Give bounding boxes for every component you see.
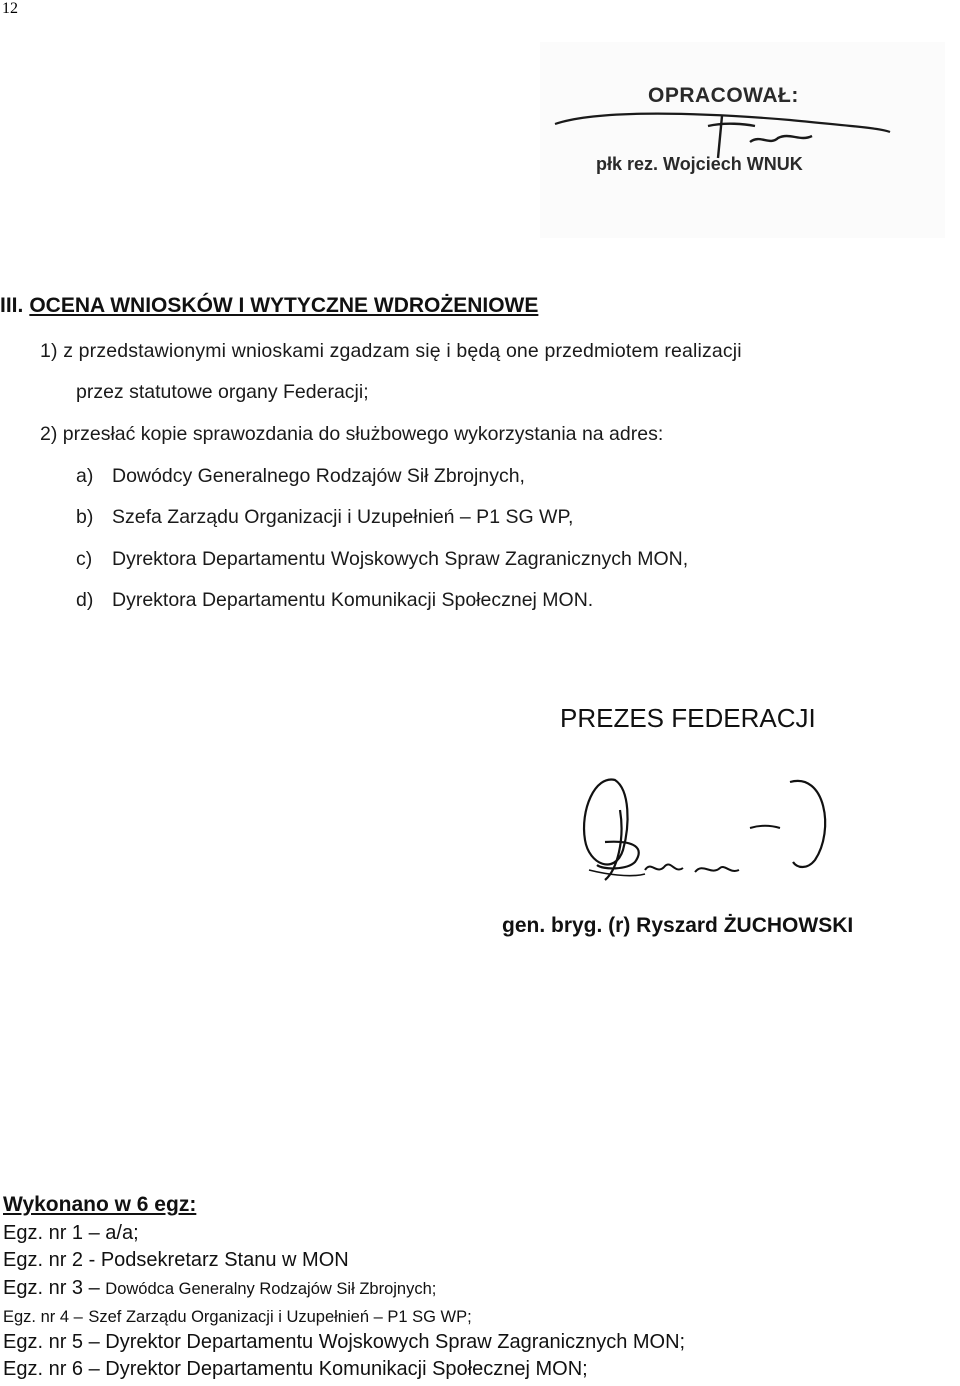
address-label: b) <box>76 506 94 528</box>
section-heading <box>0 294 538 318</box>
signatory-title: PREZES FEDERACJI <box>560 703 816 733</box>
page-number: 12 <box>2 0 18 17</box>
copy-entry <box>3 1305 472 1328</box>
copy-entry <box>3 1249 349 1272</box>
stamp-name: płk rez. Wojciech WNUK <box>596 154 803 174</box>
copy-prefix: Egz. nr 5 – <box>3 1331 100 1353</box>
stamp-title: OPRACOWAŁ: <box>648 84 799 107</box>
copy-prefix: Egz. nr 2 - <box>3 1249 96 1271</box>
copy-prefix: Egz. nr 1 – <box>3 1222 100 1244</box>
copy-desc: Podsekretarz Stanu w MON <box>100 1249 349 1271</box>
address-label: c) <box>76 548 93 570</box>
address-text: Dowódcy Generalnego Rodzajów Sił Zbrojnych, <box>112 465 525 487</box>
copy-desc: Dyrektor Departamentu Wojskowych Spraw Zagranicznych MON; <box>105 1331 686 1353</box>
point-2: 2) przesłać kopie sprawozdania do służbowego wykorzystania na adres: <box>40 423 664 445</box>
address-item <box>76 548 688 571</box>
section-number: III. <box>0 294 24 317</box>
address-label: d) <box>76 589 94 611</box>
handwritten-signature <box>575 770 835 895</box>
copy-desc: Dowódca Generalny Rodzajów Sił Zbrojnych; <box>105 1280 437 1298</box>
address-text: Szefa Zarządu Organizacji i Uzupełnień – P1 SG WP, <box>112 506 574 528</box>
copy-prefix: Egz. nr 4 – <box>3 1308 83 1326</box>
copy-entry <box>3 1222 139 1245</box>
point-1-line-1: 1) z przedstawionymi wnioskami zgadzam się i będą one przedmiotem realizacji <box>40 340 742 362</box>
copy-desc: a/a; <box>105 1222 139 1244</box>
address-item <box>76 465 525 488</box>
section-title: OCENA WNIOSKÓW I WYTYCZNE WDROŻENIOWE <box>29 294 539 317</box>
copies-heading: Wykonano w 6 egz: <box>3 1193 197 1216</box>
signatory-name: gen. bryg. (r) Ryszard ŻUCHOWSKI <box>502 914 854 937</box>
point-1-line-2: przez statutowe organy Federacji; <box>76 381 369 403</box>
copy-desc: Dyrektor Departamentu Komunikacji Społecznej MON; <box>105 1358 588 1380</box>
copy-prefix: Egz. nr 6 – <box>3 1358 100 1380</box>
address-label: a) <box>76 465 94 487</box>
copy-desc: Szef Zarządu Organizacji i Uzupełnień – P1 SG WP; <box>88 1308 472 1326</box>
address-item <box>76 506 573 529</box>
copy-entry <box>3 1277 436 1300</box>
address-text: Dyrektora Departamentu Wojskowych Spraw Zagranicznych MON, <box>112 548 689 570</box>
copy-entry <box>3 1331 685 1354</box>
author-stamp <box>540 42 945 238</box>
address-item <box>76 589 593 612</box>
copy-prefix: Egz. nr 3 – <box>3 1277 100 1299</box>
address-text: Dyrektora Departamentu Komunikacji Społecznej MON. <box>112 589 594 611</box>
copy-entry <box>3 1358 588 1381</box>
